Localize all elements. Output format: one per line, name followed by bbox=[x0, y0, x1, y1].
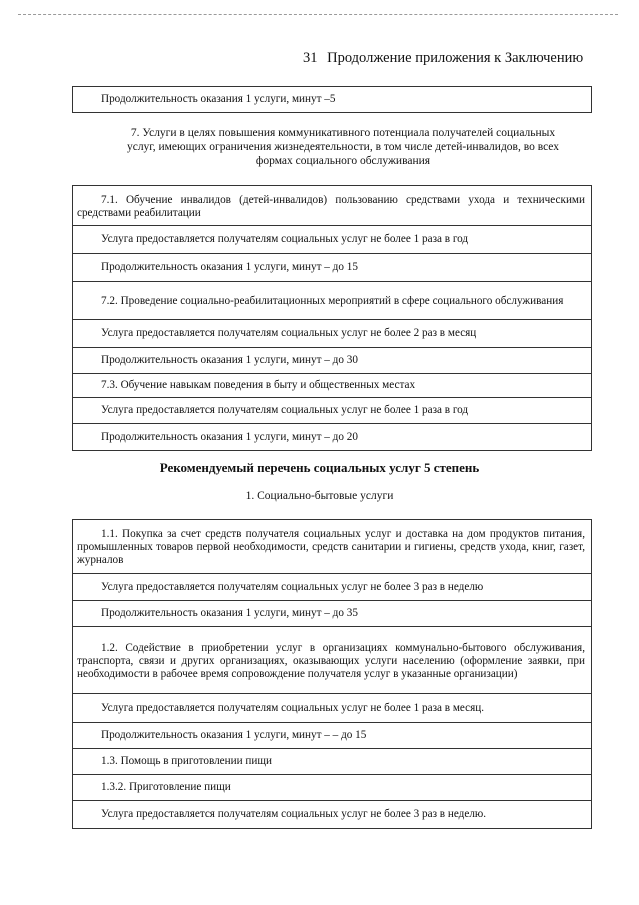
row-text: Продолжительность оказания 1 услуги, минут – до 20 bbox=[101, 430, 358, 443]
page-header bbox=[303, 50, 583, 67]
scan-top-edge bbox=[18, 14, 618, 15]
table-row bbox=[73, 801, 591, 827]
page-header-title: Продолжение приложения к Заключению bbox=[327, 50, 584, 66]
row-text: Продолжительность оказания 1 услуги, минут – до 30 bbox=[101, 354, 358, 366]
table-row bbox=[73, 723, 591, 749]
table-row bbox=[73, 424, 591, 450]
section7-line3: формах социального обслуживания bbox=[255, 155, 431, 167]
services-table-1 bbox=[72, 519, 592, 829]
row-text: Услуга предоставляется получателям социальных услуг не более 1 раза в год bbox=[101, 233, 469, 245]
row-text: Продолжительность оказания 1 услуги, минут – до 35 bbox=[101, 607, 358, 619]
table-row bbox=[73, 574, 591, 601]
row-text: Продолжительность оказания 1 услуги, минут – – до 15 bbox=[101, 729, 367, 741]
table-row bbox=[73, 749, 591, 775]
row-text: 7.1. Обучение инвалидов (детей-инвалидов) пользованию средствами ухода и техническими средствами реабилитации bbox=[77, 193, 585, 219]
table-row bbox=[73, 226, 591, 254]
table-row bbox=[73, 186, 591, 226]
section7-title bbox=[88, 126, 598, 168]
row-text: Продолжительность оказания 1 услуги, минут – до 15 bbox=[101, 261, 358, 273]
table-row bbox=[73, 694, 591, 723]
services-table-7 bbox=[72, 185, 592, 451]
row-text: 1.3.2. Приготовление пищи bbox=[101, 781, 231, 793]
degree-5-heading: Рекомендуемый перечень социальных услуг 5 степень bbox=[159, 460, 480, 475]
row-text: Услуга предоставляется получателям социальных услуг не более 3 раз в неделю bbox=[101, 580, 484, 593]
table-row bbox=[73, 254, 591, 282]
row-text: 1.2. Содействие в приобретении услуг в организациях коммунально-бытового обслуживания, транспорта, связи и других организациях, оказывающих услуги населению (оформление заявки, при необходимости в рабочее время сопровождение получателя услуг в указанные организации) bbox=[77, 641, 585, 680]
table-row bbox=[73, 348, 591, 374]
table-row bbox=[73, 775, 591, 801]
top-duration-box bbox=[72, 86, 592, 113]
row-text: Услуга предоставляется получателям социальных услуг не более 3 раз в неделю. bbox=[101, 807, 487, 820]
table-row bbox=[73, 601, 591, 627]
table-row bbox=[73, 320, 591, 348]
table-row bbox=[73, 520, 591, 574]
page-number: 31 bbox=[303, 50, 318, 66]
row-text: Услуга предоставляется получателям социальных услуг не более 2 раз в месяц bbox=[101, 327, 477, 339]
section7-line2: услуг, имеющих ограничения жизнедеятельности, в том числе детей-инвалидов, во всех bbox=[126, 141, 560, 153]
table-row bbox=[73, 282, 591, 320]
table-row bbox=[73, 374, 591, 398]
row-text: 1.3. Помощь в приготовлении пищи bbox=[101, 755, 272, 767]
row-text: 7.2. Проведение социально-реабилитационных мероприятий в сфере социального обслуживания bbox=[101, 295, 564, 307]
row-text: Услуга предоставляется получателям социальных услуг не более 1 раза в год bbox=[101, 404, 469, 416]
row-text: 1.1. Покупка за счет средств получателя социальных услуг и доставка на дом продуктов питания, промышленных товаров первой необходимости, средств санитарии и гигиены, средств ухода, книг, газет, журналов bbox=[77, 528, 585, 566]
social-household-subheading: 1. Социально-бытовые услуги bbox=[245, 490, 394, 502]
top-duration-row bbox=[73, 87, 591, 112]
row-text: 7.3. Обучение навыкам поведения в быту и общественных местах bbox=[101, 379, 416, 391]
top-duration-text: Продолжительность оказания 1 услуги, минут –5 bbox=[101, 93, 336, 105]
table-row bbox=[73, 627, 591, 694]
section7-line1: 7. Услуги в целях повышения коммуникативного потенциала получателей социальных bbox=[130, 127, 556, 139]
row-text: Услуга предоставляется получателям социальных услуг не более 1 раза в месяц. bbox=[101, 701, 485, 714]
table-row bbox=[73, 398, 591, 424]
